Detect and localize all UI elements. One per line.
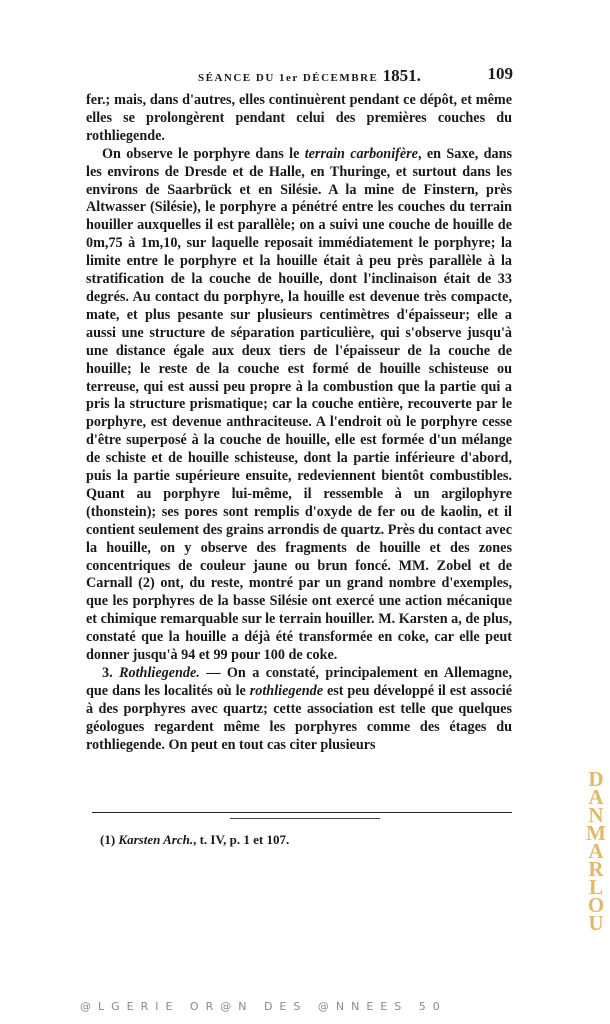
running-title-text: SÉANCE DU 1er DÉCEMBRE (198, 72, 379, 84)
side-watermark: DANMARLOU (586, 767, 606, 935)
text-run: , en Saxe, dans les environs de Dresde et de Halle, en Thuringe, et surtout dans les environs de Saarbrück et en Silésie. A la mine de Finstern, près Altwasser (Silésie), le porphyre a pénétré entre les couches du terrain houiller auxquelles il est parallèle; on a suivi une couche de houille de 0m,75 à 1m,10, sur laquelle reposait immédiatement le porphyre; la limite entre le porphyre et la houille était à peu près parallèle à la stratification de la couche de houille, dont l'inclinaison était de 33 degrés. Au contact du porphyre, la houille est devenue très compacte, mate, et plus pesante sur plusieurs centimètres d'épaisseur; elle a aussi une structure de séparation particulière, qui s'observe jusqu'à une distance égale aux deux tiers de l'épaisseur de la couche de houille; le reste de la couche est formé de houille schisteuse ou terreuse, qui est aussi peu propre à la combustion que la partie qui a pris la structure prismatique; car la couche entière, recouverte par le porphyre, est devenue anthraciteuse. A l'endroit où le porphyre cesse d'être superposé à la couche de houille, elle est formée d'un mélange de schiste et de houille schisteuse, dont la partie inférieure d'abord, puis la partie supérieure ensuite, redeviennent bientôt combustibles. Quant au porphyre lui-même, il ressemble à un argilophyre (thonstein); ses pores sont remplis d'oxyde de fer ou de kaolin, et il contient seulement des grains arrondis de quartz. Près du contact avec la houille, on y observe des fragments de houille et des zones concentriques de couleur jaune ou brun foncé. MM. Zobel et de Carnall (2) ont, du reste, montré par un grand nombre d'exemples, que les porphyres de la basse Silésie ont exercé une action mécanique et chimique remarquable sur le terrain houiller. M. Karsten a, de plus, constaté que la houille a déjà été transformée en coke, car elle peut donner jusqu'à 94 et 99 pour 100 de coke. (86, 145, 512, 664)
italic-term: rothliegende (249, 682, 324, 699)
page-number: 109 (487, 64, 513, 83)
running-title (198, 66, 421, 86)
footnote-rule (92, 812, 512, 813)
footnote-text: , t. IV, p. 1 et 107. (193, 832, 290, 847)
section-number: 3. (102, 665, 120, 681)
running-header (88, 64, 513, 86)
paragraph-carbonifere (86, 146, 512, 665)
footer-watermark: @LGERIE OR@N DES @NNEES 50 (80, 1000, 447, 1013)
footnote-source: Karsten Arch. (118, 832, 194, 847)
footnote (100, 832, 500, 848)
footnote-marker: (1) (100, 832, 119, 847)
text-run: — On a constaté, principalement en Allemagne, que dans les localités où le (86, 665, 512, 699)
paragraph-continuation: fer.; mais, dans d'autres, elles continuèrent pendant ce dépôt, et même elles se prolongèrent pendant celui des premières couches du rothliegende. (86, 92, 512, 144)
footnote-rule-short (230, 818, 380, 819)
paragraph-rothliegende (86, 665, 512, 755)
text-run: est peu développé il est associé à des porphyres avec quartz; cette association est telle que quelques géologues regardent même les porphyres comme des étages du rothliegende. On peut en tout cas citer plusieurs (86, 682, 512, 753)
text-run: On observe le porphyre dans le (102, 145, 305, 162)
header-year: 1851. (382, 66, 421, 85)
main-text (86, 92, 512, 755)
section-title: Rothliegende. (119, 665, 200, 681)
italic-term: terrain carbonifère (304, 145, 418, 162)
